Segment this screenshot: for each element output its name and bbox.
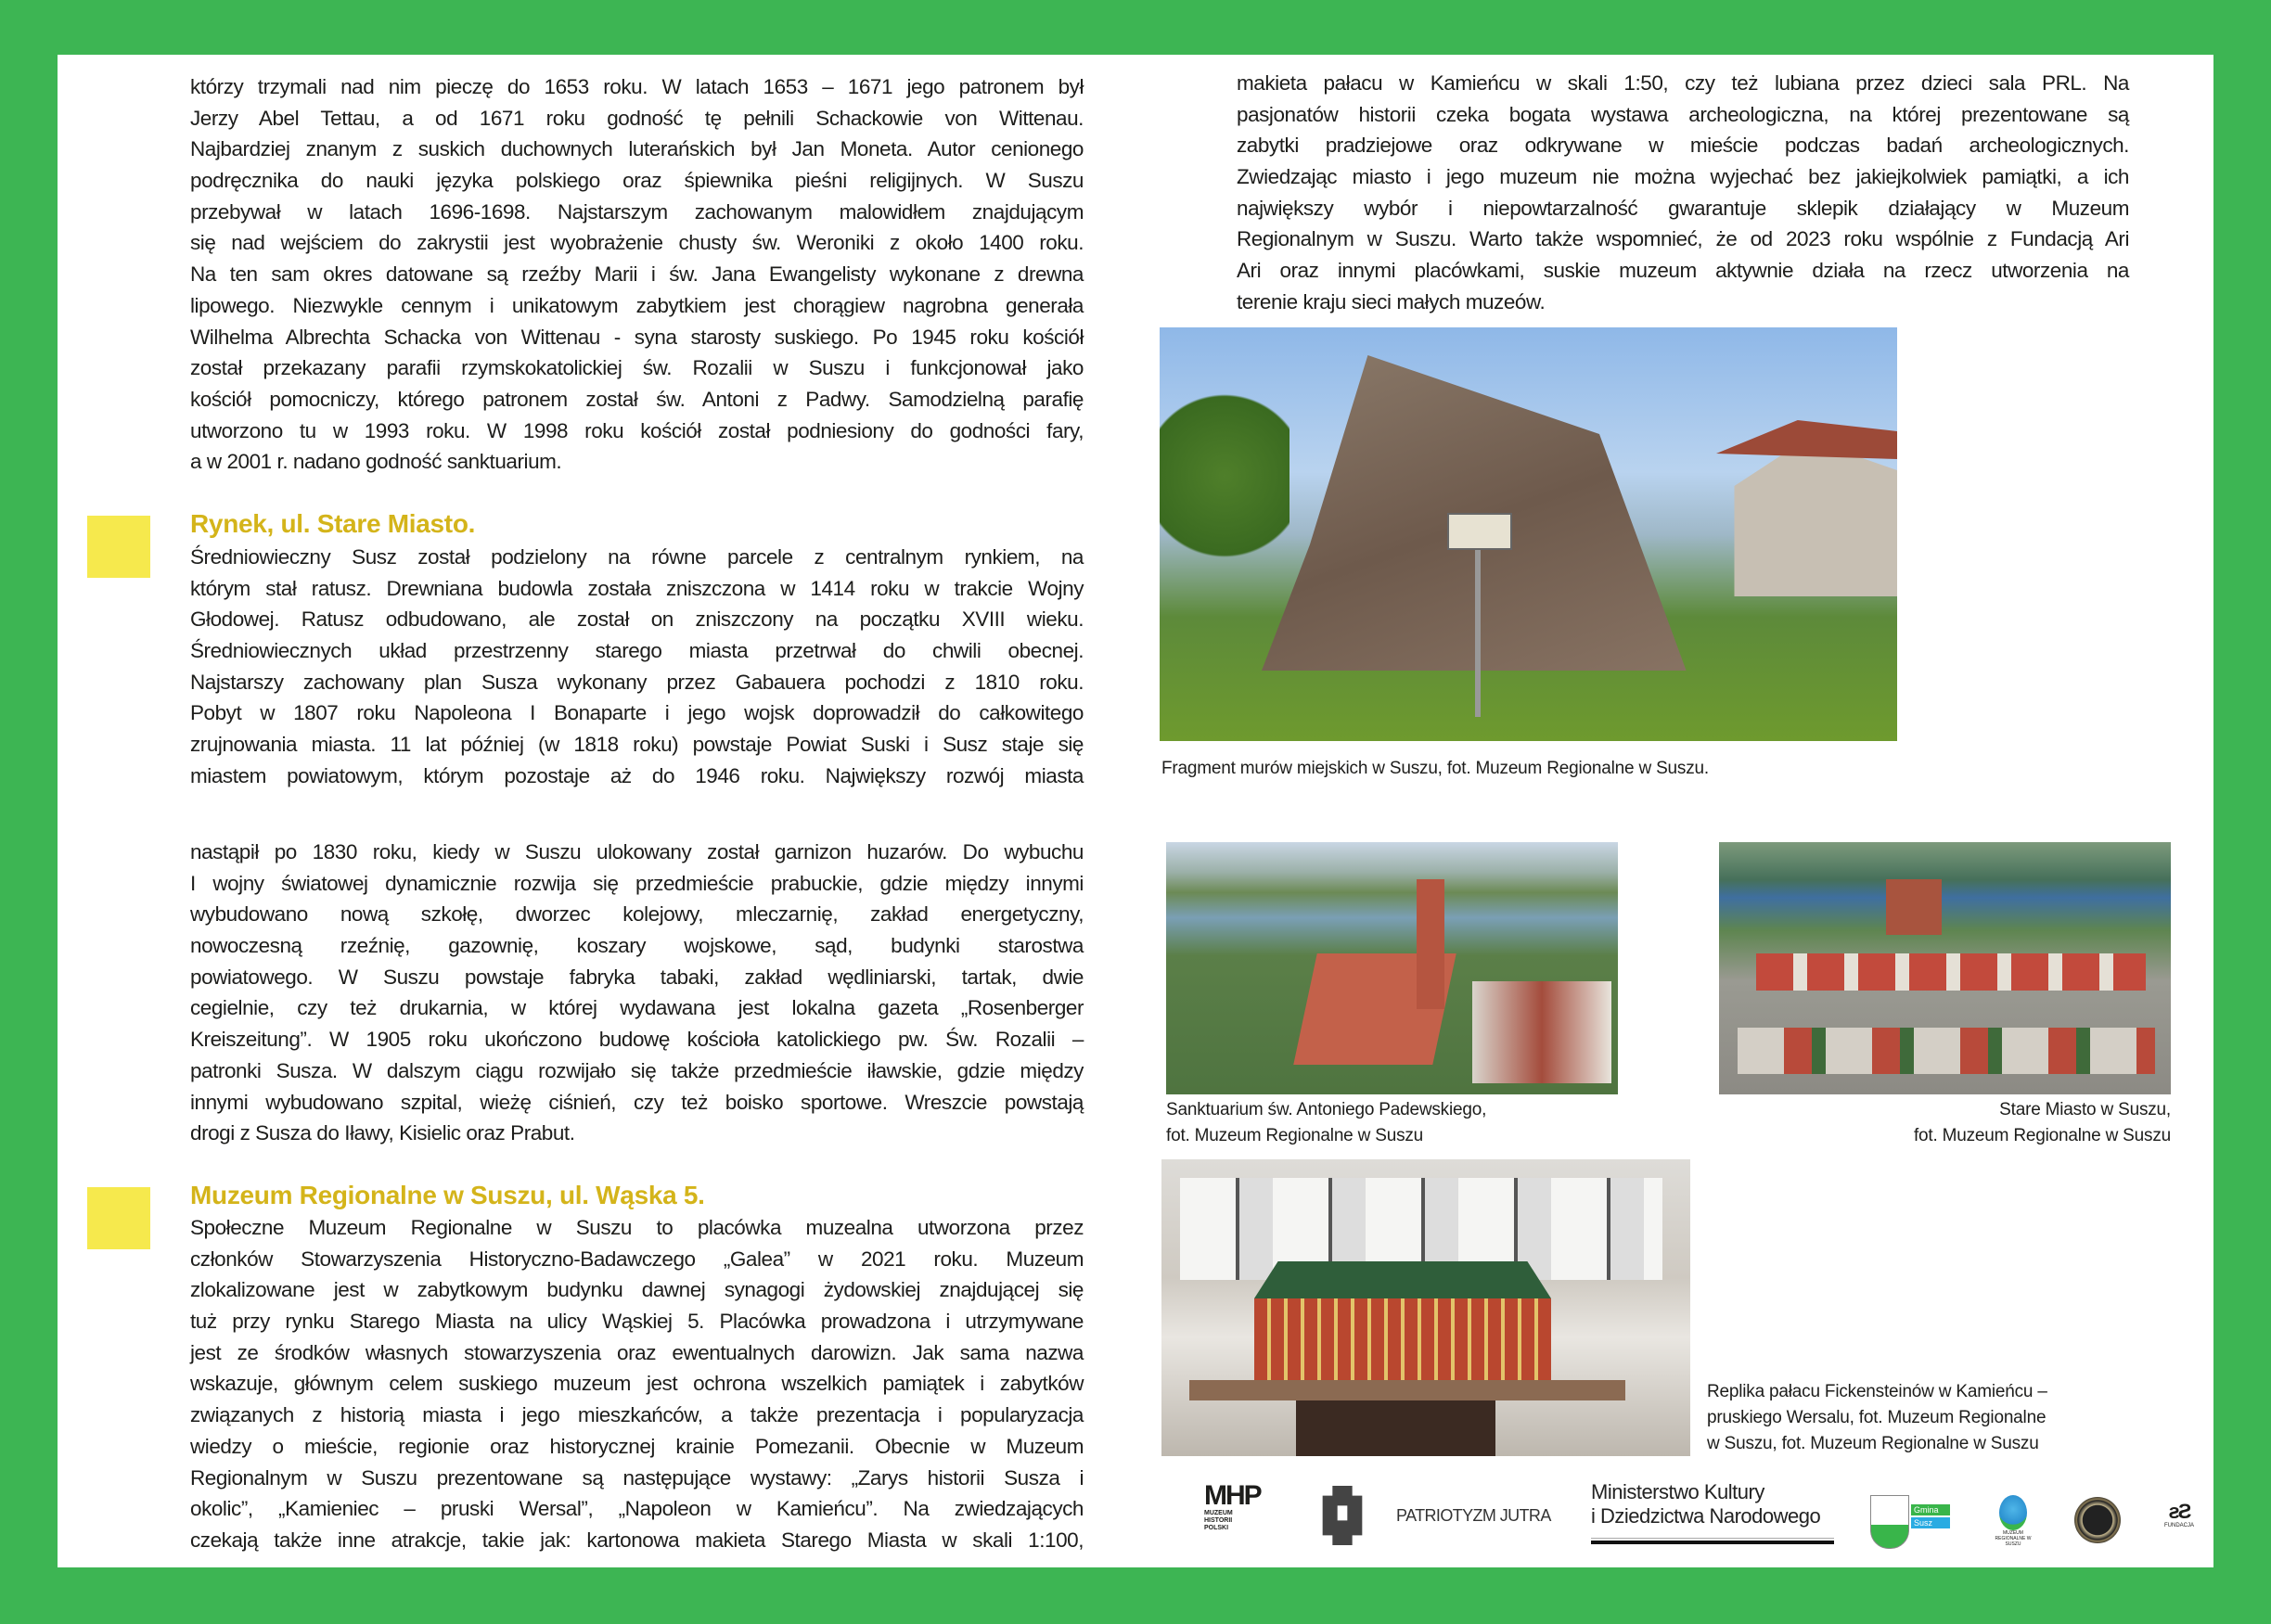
logo-text: FUNDACJA [2163, 1523, 2194, 1528]
text-line: związanych z historią miasta i jego mieszkańców, a także prezentacja i popularyzacja [190, 1403, 1084, 1427]
logo-text: i Dziedzictwa Narodowego [1591, 1504, 1821, 1528]
coat-of-arms-icon [1870, 1495, 1909, 1549]
muzeum-paragraph [190, 1212, 1084, 1556]
rynek-paragraph [190, 542, 1084, 792]
caption-palace-replica [1707, 1379, 2152, 1457]
text-line: innymi wybudowano szpital, wieżę ciśnień, czy też boisko sportowe. Wreszcie powstają [190, 1090, 1084, 1114]
text-line: cegielnie, czy też drukarnia, w której wydawana jest lokalna gazeta „Rosenberger [190, 996, 1084, 1020]
text-line: którzy trzymali nad nim pieczę do 1653 roku. W latach 1653 – 1671 jego patronem był [190, 75, 1084, 98]
intro-paragraph [190, 71, 1084, 478]
text-line: Najbardziej znanym z suskich duchownych luterańskich był Jan Moneta. Autor cenionego [190, 137, 1084, 161]
rynek-continued-paragraph [190, 837, 1084, 1149]
photo-palace-replica [1161, 1159, 1690, 1456]
text-line: członków Stowarzyszenia Historyczno-Badawczego „Galea” w 2021 roku. Muzeum [190, 1247, 1084, 1271]
text-line: lipowego. Niezwykle cennym i unikatowym zabytkiem jest chorągiew nagrobna generała [190, 293, 1084, 317]
text-line: Na ten sam okres datowane są rzeźby Marii i św. Jana Ewangelisty wykonane z drewna [190, 262, 1084, 287]
text-line: którym stał ratusz. Drewniana budowla została zniszczona w 1414 roku w trakcie Wojny [190, 576, 1084, 600]
text-line: Ari oraz innymi placówkami, suskie muzeum aktywnie działa na rzecz utworzenia na [1237, 259, 2129, 283]
text-line: zlokalizowane jest w zabytkowym budynku dawnej synagogi żydowskiej znajdującej się [190, 1278, 1084, 1302]
text-line: Średniowiecznych układ przestrzenny starego miasta przetrwał do chwili obecnej. [190, 639, 1084, 663]
text-line: a w 2001 r. nadano godność sanktuarium. [190, 450, 562, 474]
text-line: zrujnowania miasta. 11 lat później (w 1818 roku) powstaje Powiat Suski i Susz staje się [190, 733, 1084, 757]
text-line: terenie kraju sieci małych muzeów. [1237, 289, 1546, 313]
caption-line: Sanktuarium św. Antoniego Padewskiego, [1166, 1100, 1487, 1119]
muzeum-regionalne-logo [1988, 1495, 2038, 1547]
text-line: pasjonatów historii czeka bogata wystawa archeologiczna, na której prezentowane są [1237, 102, 2129, 126]
photo-old-town [1719, 842, 2171, 1094]
logo-text: MUZEUM REGIONALNE W SUSZU [1995, 1530, 2032, 1547]
patriotyzm-jutra-logo: PATRIOTYZM JUTRA [1396, 1506, 1551, 1525]
text-line: nastąpił po 1830 roku, kiedy w Suszu ulokowany został garnizon huzarów. Do wybuchu [190, 840, 1084, 863]
galea-helmet-logo [2074, 1497, 2121, 1543]
text-line: największy wybór i niepowtarzalność gwarantuje sklepik działający w Muzeum [1237, 196, 2129, 220]
text-line: się nad wejściem do zakrystii jest wyobrażenie chusty św. Weroniki z około 1400 roku. [190, 231, 1084, 255]
text-line: wybudowano nową szkołę, dworzec kolejowy, mleczarnię, zakład energetyczny, [190, 902, 1084, 927]
text-line: patronki Susza. W dalszym ciągu rozwijało się także przedmieście iławskie, gdzie między [190, 1058, 1084, 1082]
rose-icon [1999, 1495, 2027, 1530]
ministry-logo [1591, 1480, 1834, 1544]
text-line: jest ze środków własnych stowarzyszenia oraz ewentualnych darowizn. Jak sama nazwa [190, 1340, 1084, 1364]
section-title-muzeum: Muzeum Regionalne w Suszu, ul. Wąska 5. [190, 1181, 705, 1209]
text-line: Regionalnym w Suszu. Warto także wspomnieć, że od 2023 roku wspólnie z Fundacją Ari [1237, 227, 2129, 251]
caption-old-town [1719, 1097, 2171, 1149]
museum-continued-paragraph [1237, 68, 2129, 318]
section-marker [87, 1187, 150, 1249]
text-line: zabytki pradziejowe oraz odkrywane w mieście podczas badań archeologicznych. [1237, 134, 2129, 158]
caption-line: w Suszu, fot. Muzeum Regionalne w Suszu [1707, 1434, 2039, 1453]
text-line: przebywał w latach 1696-1698. Najstarszym zachowanym malowidłem znajdującym [190, 199, 1084, 224]
logo-text: Ministerstwo Kultury [1591, 1480, 1764, 1503]
logo-text: Gmina [1911, 1504, 1950, 1515]
logo-text: MUZEUM HISTORII POLSKI [1204, 1510, 1233, 1531]
caption-line: Replika pałacu Fickensteinów w Kamieńcu – [1707, 1382, 2047, 1401]
text-line: drogi z Susza do Iławy, Kisielic oraz Prabut. [190, 1121, 575, 1145]
text-line: podręcznika do nauki języka polskiego oraz śpiewnika pieśni religijnych. W Suszu [190, 169, 1084, 193]
caption-line: Stare Miasto w Suszu, [1999, 1100, 2171, 1119]
text-line: wskazuje, głównym celem suskiego muzeum jest ochrona wszelkich pamiątek i zabytków [190, 1372, 1084, 1396]
photo-sanctuary [1166, 842, 1618, 1094]
text-line: miastem powiatowym, którym pozostaje aż do 1946 roku. Największy rozwój miasta [190, 763, 1084, 787]
section-marker [87, 516, 150, 578]
text-line: Zwiedzając miasto i jego muzeum nie można wyjechać bez jakiejkolwiek pamiątki, a ich [1237, 165, 2129, 189]
text-line: powiatowego. W Suszu powstaje fabryka tabaki, zakład wędliniarski, tartak, dwie [190, 965, 1084, 989]
caption-city-walls: Fragment murów miejskich w Suszu, fot. Muzeum Regionalne w Suszu. [1161, 759, 1709, 778]
text-line: I wojny światowej dynamicznie rozwija się przedmieście prabuckie, gdzie między innymi [190, 871, 1084, 895]
text-line: został przekazany parafii rzymskokatolickiej św. Rozalii w Suszu i funkcjonował jako [190, 356, 1084, 380]
text-line: Głodowej. Ratusz odbudowano, ale został on zniszczony na początku XVIII wieku. [190, 607, 1084, 632]
text-line: utworzono tu w 1993 roku. W 1998 roku kościół został podniesiony do godności fary, [190, 418, 1084, 442]
text-line: kościół pomocniczy, którego patronem został św. Antoni z Padwy. Samodzielną parafię [190, 387, 1084, 411]
text-line: Regionalnym w Suszu prezentowane są następujące wystawy: „Zarys historii Susza i [190, 1465, 1084, 1490]
caption-line: fot. Muzeum Regionalne w Suszu [1166, 1126, 1424, 1145]
caption-line: fot. Muzeum Regionalne w Suszu [1913, 1126, 2171, 1145]
text-line: wiedzy o mieście, regionie oraz historycznej krainie Pomezanii. Obecnie w Muzeum [190, 1434, 1084, 1458]
fundacja-ari-ari-logo: ƨƧ FUNDACJA [2158, 1501, 2200, 1528]
text-line: Jerzy Abel Tettau, a od 1671 roku godność tę pełnili Schackowie von Wittenau. [190, 106, 1084, 130]
text-line: okolic”, „Kamieniec – pruski Wersal”, „Napoleon w Kamieńcu”. Na zwiedzających [190, 1497, 1084, 1521]
text-line: Średniowieczny Susz został podzielony na równe parcele z centralnym rynkiem, na [190, 545, 1084, 569]
section-title-rynek: Rynek, ul. Stare Miasto. [190, 509, 476, 538]
caption-sanctuary [1166, 1097, 1565, 1149]
text-line: Kreiszeitung”. W 1905 roku ukończono budowę kościoła katolickiego pw. Św. Rozalii – [190, 1028, 1084, 1052]
text-line: nowoczesną rzeźnię, gazownię, koszary wojskowe, sąd, budynki starostwa [190, 934, 1084, 958]
text-line: makieta pałacu w Kamieńcu w skali 1:50, czy też lubiana przez dzieci sala PRL. Na [1237, 71, 2129, 95]
text-line: tuż przy rynku Starego Miasta na ulicy Wąskiej 5. Placówka prowadzona i utrzymywane [190, 1310, 1084, 1334]
text-line: czekają także inne atrakcje, takie jak: kartonowa makieta Starego Miasta w skali 1:100, [190, 1528, 1084, 1552]
text-line: Społeczne Muzeum Regionalne w Suszu to placówka muzealna utworzona przez [190, 1216, 1084, 1239]
gmina-susz-logo [1870, 1495, 1956, 1553]
text-line: Wilhelma Albrechta Schacka von Wittenau - syna starosty suskiego. Po 1945 roku kościół [190, 325, 1084, 349]
patriotyzm-jutra-icon [1317, 1486, 1367, 1545]
logo-text: Susz [1911, 1517, 1950, 1528]
caption-line: pruskiego Wersalu, fot. Muzeum Regionalne [1707, 1408, 2046, 1427]
text-line: Najstarszy zachowany plan Susza wykonany przez Gabauera pochodzi z 1810 roku. [190, 670, 1084, 694]
photo-city-walls [1160, 327, 1897, 741]
muzeum-historii-polski-logo: MHP MUZEUM HISTORII POLSKI [1204, 1480, 1261, 1531]
text-line: Pobyt w 1807 roku Napoleona I Bonaparte i jego wojsk doprowadził do całkowitego [190, 701, 1084, 725]
